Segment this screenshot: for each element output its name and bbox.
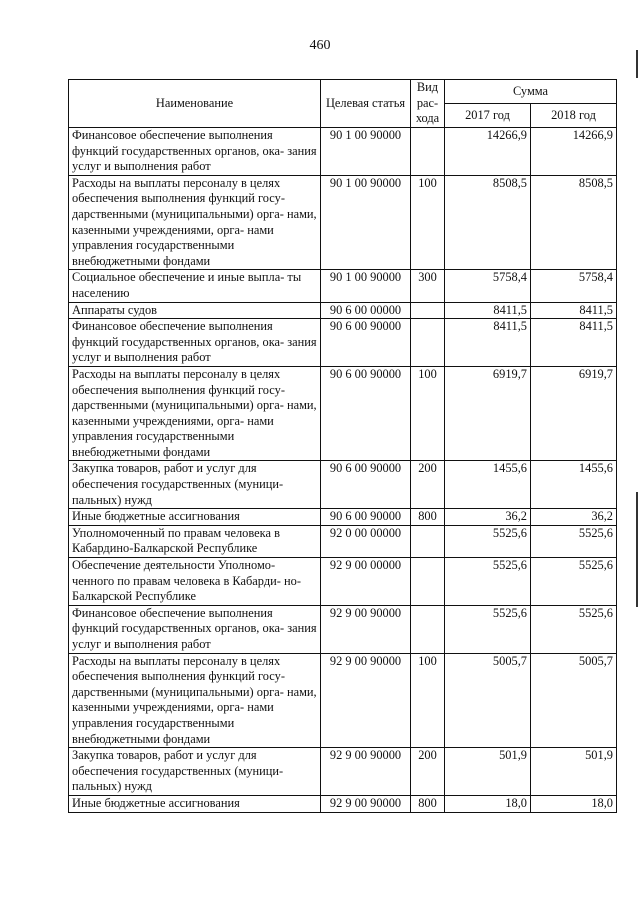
cell-type: [411, 605, 445, 653]
cell-2017: 501,9: [445, 748, 531, 796]
cell-code: 90 1 00 90000: [321, 128, 411, 176]
cell-type: 800: [411, 509, 445, 526]
table-row: [69, 525, 617, 557]
cell-2017: 8411,5: [445, 302, 531, 319]
cell-code: 92 9 00 90000: [321, 748, 411, 796]
cell-2017: 5525,6: [445, 605, 531, 653]
cell-name: Иные бюджетные ассигнования: [69, 795, 321, 812]
cell-2018: 5758,4: [531, 270, 617, 302]
cell-code: 90 6 00 00000: [321, 302, 411, 319]
table-row: [69, 270, 617, 302]
table-row: [69, 605, 617, 653]
header-year-2017: 2017 год: [445, 104, 531, 128]
cell-2017: 5525,6: [445, 525, 531, 557]
table-row: [69, 795, 617, 812]
cell-2018: 8508,5: [531, 175, 617, 270]
header-code: Целевая статья: [321, 80, 411, 128]
cell-name: Расходы на выплаты персоналу в целях обеспечения выполнения функций госу- дарственными (муниципальными) орга- нами, казенными учреждениями, орга- нами управления государственными внебюджетными фондами: [69, 653, 321, 748]
cell-2018: 5525,6: [531, 558, 617, 606]
budget-table: [68, 79, 617, 813]
cell-2017: 5005,7: [445, 653, 531, 748]
cell-name: Финансовое обеспечение выполнения функций государственных органов, ока- зания услуг и выполнения работ: [69, 319, 321, 367]
cell-2017: 36,2: [445, 509, 531, 526]
cell-name: Социальное обеспечение и иные выпла- ты населению: [69, 270, 321, 302]
page-number: 460: [309, 38, 331, 53]
table-row: [69, 748, 617, 796]
header-sum: Сумма: [445, 80, 617, 104]
table-row: [69, 509, 617, 526]
cell-type: 200: [411, 461, 445, 509]
cell-type: [411, 525, 445, 557]
cell-code: 90 1 00 90000: [321, 270, 411, 302]
cell-type: [411, 319, 445, 367]
cell-code: 90 6 00 90000: [321, 509, 411, 526]
cell-code: 90 1 00 90000: [321, 175, 411, 270]
cell-2018: 501,9: [531, 748, 617, 796]
cell-2018: 5005,7: [531, 653, 617, 748]
table-row: [69, 128, 617, 176]
cell-code: 90 6 00 90000: [321, 461, 411, 509]
cell-type: 800: [411, 795, 445, 812]
cell-type: 100: [411, 653, 445, 748]
cell-code: 92 9 00 90000: [321, 795, 411, 812]
cell-name: Закупка товаров, работ и услуг для обеспечения государственных (муници- пальных) нужд: [69, 461, 321, 509]
cell-2018: 18,0: [531, 795, 617, 812]
header-name: Наименование: [69, 80, 321, 128]
cell-type: 100: [411, 366, 445, 461]
cell-name: Аппараты судов: [69, 302, 321, 319]
cell-name: Расходы на выплаты персоналу в целях обеспечения выполнения функций госу- дарственными (муниципальными) орга- нами, казенными учреждениями, орга- нами управления государственными внебюджетными фондами: [69, 175, 321, 270]
cell-code: 90 6 00 90000: [321, 319, 411, 367]
cell-name: Уполномоченный по правам человека в Кабардино-Балкарской Республике: [69, 525, 321, 557]
cell-name: Обеспечение деятельности Уполномо- ченного по правам человека в Кабарди- но-Балкарской Республике: [69, 558, 321, 606]
header-year-2018: 2018 год: [531, 104, 617, 128]
cell-2017: 14266,9: [445, 128, 531, 176]
cell-type: 300: [411, 270, 445, 302]
cell-name: Расходы на выплаты персоналу в целях обеспечения выполнения функций госу- дарственными (муниципальными) орга- нами, казенными учреждениями, орга- нами управления государственными внебюджетными фондами: [69, 366, 321, 461]
cell-type: [411, 558, 445, 606]
cell-2018: 14266,9: [531, 128, 617, 176]
header-row: [69, 80, 617, 104]
cell-name: Финансовое обеспечение выполнения функций государственных органов, ока- зания услуг и выполнения работ: [69, 605, 321, 653]
cell-code: 90 6 00 90000: [321, 366, 411, 461]
cell-2018: 6919,7: [531, 366, 617, 461]
cell-type: [411, 128, 445, 176]
header-type: Вид рас- хода: [411, 80, 445, 128]
table-row: [69, 319, 617, 367]
cell-type: [411, 302, 445, 319]
cell-type: 100: [411, 175, 445, 270]
cell-name: Иные бюджетные ассигнования: [69, 509, 321, 526]
cell-name: Закупка товаров, работ и услуг для обеспечения государственных (муници- пальных) нужд: [69, 748, 321, 796]
cell-2018: 1455,6: [531, 461, 617, 509]
scan-edge-mark: [636, 50, 638, 78]
table-row: [69, 653, 617, 748]
cell-2017: 8411,5: [445, 319, 531, 367]
cell-2017: 6919,7: [445, 366, 531, 461]
cell-code: 92 9 00 90000: [321, 605, 411, 653]
cell-2018: 5525,6: [531, 605, 617, 653]
scan-edge-mark: [636, 492, 638, 607]
cell-2017: 18,0: [445, 795, 531, 812]
cell-2018: 8411,5: [531, 302, 617, 319]
cell-2017: 5758,4: [445, 270, 531, 302]
cell-2018: 8411,5: [531, 319, 617, 367]
cell-2018: 36,2: [531, 509, 617, 526]
cell-code: 92 0 00 00000: [321, 525, 411, 557]
cell-code: 92 9 00 00000: [321, 558, 411, 606]
cell-name: Финансовое обеспечение выполнения функций государственных органов, ока- зания услуг и выполнения работ: [69, 128, 321, 176]
cell-2018: 5525,6: [531, 525, 617, 557]
cell-2017: 1455,6: [445, 461, 531, 509]
table-row: [69, 366, 617, 461]
cell-type: 200: [411, 748, 445, 796]
table-row: [69, 302, 617, 319]
table-row: [69, 558, 617, 606]
table-row: [69, 175, 617, 270]
cell-code: 92 9 00 90000: [321, 653, 411, 748]
cell-2017: 8508,5: [445, 175, 531, 270]
table-row: [69, 461, 617, 509]
cell-2017: 5525,6: [445, 558, 531, 606]
